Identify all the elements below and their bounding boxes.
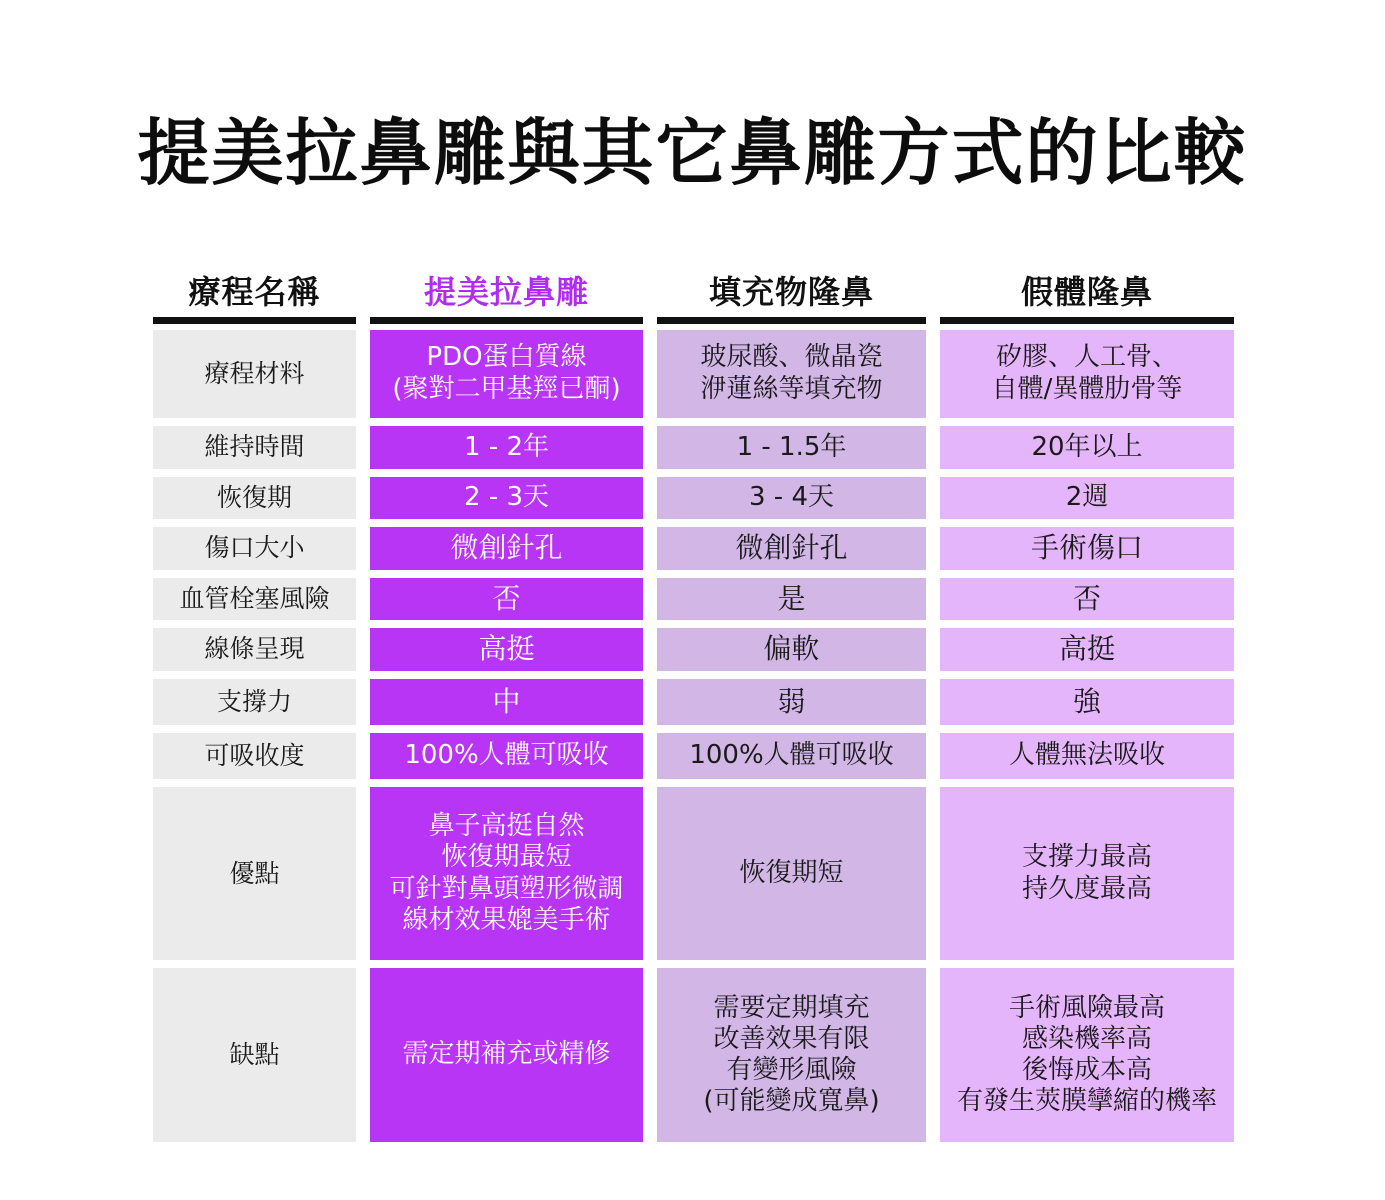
table-cell: [657, 477, 926, 519]
table-cell: [940, 787, 1234, 960]
cell-text: 矽膠、人工骨、: [995, 342, 1178, 373]
cell-text: 感染機率高: [1021, 1023, 1152, 1054]
cell-text: 高挺: [478, 632, 535, 666]
cell-text: 支撐力最高: [1021, 842, 1152, 873]
cell-text: 改善效果有限: [713, 1023, 870, 1054]
cell-text: (聚對二甲基羥已酮): [392, 374, 621, 404]
row-label: [153, 527, 356, 570]
cell-text: 是: [777, 581, 806, 615]
cell-text: 偏軟: [763, 632, 820, 666]
cell-text: 鼻子高挺自然: [428, 811, 585, 842]
cell-text: 持久度最高: [1021, 873, 1152, 904]
header-treatment-name: 療程名稱: [153, 262, 356, 324]
cell-text: 療程材料: [204, 358, 305, 388]
table-cell: [370, 330, 643, 418]
table-cell: [657, 628, 926, 671]
header-implant-rhinoplasty: 假體隆鼻: [940, 262, 1234, 324]
table-cell: [940, 628, 1234, 671]
cell-text: 微創針孔: [450, 531, 563, 565]
table-cell: [940, 968, 1234, 1142]
cell-text: 洢蓮絲等填充物: [700, 374, 883, 404]
table-cell: [370, 787, 643, 960]
cell-text: 20年以上: [1031, 431, 1143, 462]
cell-text: 手術風險最高: [1008, 992, 1165, 1023]
table-cell: [940, 426, 1234, 469]
cell-text: 3 - 4天: [749, 482, 834, 513]
cell-text: 否: [1072, 581, 1101, 615]
page-title: 提美拉鼻雕與其它鼻雕方式的比較: [137, 111, 1248, 195]
cell-text: 可針對鼻頭塑形微調: [389, 873, 624, 904]
cell-text: 100%人體可吸收: [689, 740, 894, 771]
table-cell: [657, 330, 926, 418]
table-cell: [370, 578, 643, 620]
cell-text: 有發生莢膜攣縮的機率: [956, 1086, 1217, 1117]
cell-text: 玻尿酸、微晶瓷: [700, 342, 883, 373]
table-cell: [657, 787, 926, 960]
table-cell: [940, 477, 1234, 519]
table-cell: [940, 679, 1234, 725]
cell-text: 2週: [1065, 482, 1109, 513]
row-label: [153, 628, 356, 671]
header-timela-nose-thread: 提美拉鼻雕: [370, 262, 643, 324]
cell-text: 維持時間: [204, 432, 305, 462]
cell-text: 需要定期填充: [713, 992, 870, 1023]
cell-text: 恢復期最短: [441, 842, 572, 873]
table-cell: [370, 426, 643, 469]
row-label: [153, 968, 356, 1142]
cell-text: 100%人體可吸收: [404, 740, 609, 771]
cell-text: 線條呈現: [204, 634, 305, 664]
cell-text: 弱: [777, 684, 806, 718]
cell-text: 優點: [229, 858, 280, 888]
table-cell: [657, 968, 926, 1142]
table-cell: [657, 733, 926, 779]
row-label: [153, 679, 356, 725]
row-label: [153, 330, 356, 418]
cell-text: 缺點: [229, 1040, 280, 1069]
cell-text: 高挺: [1058, 632, 1115, 666]
cell-text: 需定期補充或精修: [402, 1039, 611, 1070]
table-cell: [370, 477, 643, 519]
cell-text: 人體無法吸收: [1008, 740, 1165, 771]
table-cell: [370, 733, 643, 779]
row-label: [153, 578, 356, 620]
row-label: [153, 787, 356, 960]
cell-text: 1 - 1.5年: [736, 431, 847, 462]
table-cell: [657, 679, 926, 725]
cell-text: 否: [492, 581, 521, 615]
row-label: [153, 426, 356, 469]
table-cell: [370, 628, 643, 671]
cell-text: 恢復期短: [739, 857, 844, 888]
cell-text: 2 - 3天: [464, 482, 549, 513]
cell-text: PDO蛋白質線: [426, 342, 587, 373]
cell-text: 血管栓塞風險: [179, 583, 330, 613]
table-cell: [940, 330, 1234, 418]
row-label: [153, 477, 356, 519]
cell-text: 強: [1072, 684, 1101, 718]
table-cell: [657, 527, 926, 570]
table-cell: [940, 578, 1234, 620]
header-filler-rhinoplasty: 填充物隆鼻: [657, 262, 926, 324]
cell-text: 微創針孔: [735, 531, 848, 565]
cell-text: (可能變成寬鼻): [703, 1086, 880, 1117]
cell-text: 中: [492, 684, 521, 718]
cell-text: 1 - 2年: [464, 431, 549, 462]
table-cell: [370, 527, 643, 570]
table-cell: [940, 733, 1234, 779]
table-cell: [657, 578, 926, 620]
table-cell: [370, 679, 643, 725]
table-cell: [657, 426, 926, 469]
row-label: [153, 733, 356, 779]
cell-text: 支撐力: [216, 686, 292, 716]
cell-text: 後悔成本高: [1021, 1055, 1152, 1085]
table-cell: [940, 527, 1234, 570]
cell-text: 線材效果媲美手術: [402, 904, 611, 935]
cell-text: 有變形風險: [726, 1055, 857, 1085]
cell-text: 傷口大小: [204, 533, 305, 563]
cell-text: 自體/異體肋骨等: [991, 374, 1183, 404]
cell-text: 手術傷口: [1030, 531, 1143, 565]
table-cell: [370, 968, 643, 1142]
cell-text: 恢復期: [216, 482, 292, 512]
cell-text: 可吸收度: [204, 740, 305, 770]
